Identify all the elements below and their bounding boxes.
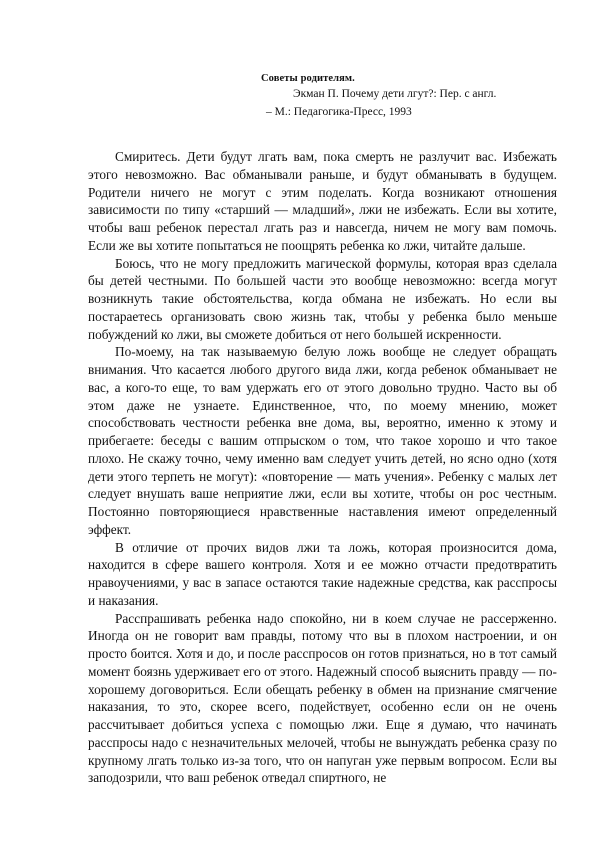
source-citation-line-2: – М.: Педагогика-Пресс, 1993	[266, 106, 412, 118]
document-title: Советы родителям.	[261, 73, 355, 84]
document-body	[88, 148, 557, 787]
paragraph: Смиритесь. Дети будут лгать вам, пока смерть не разлучит вас. Избежать этого невозможно. Вас обманывали раньше, и будут обманывать в будущем. Родители ничего не могут с этим поделать. Когда возникают отношения зависимости по типу «старший — младший», лжи не избежать. Если вы хотите, чтобы ваш ребенок перестал лгать раз и навсегда, ничем не могу вам помочь. Если же вы хотите попытаться не поощрять ребенка ко лжи, читайте дальше.	[88, 149, 557, 253]
paragraph: В отличие от прочих видов лжи та ложь, которая произносится дома, находится в сфере вашего контроля. Хотя и ее можно отчасти предотвратить нравоучениями, у вас в запасе остаются такие надежные средства, как расспросы и наказания.	[88, 539, 557, 608]
paragraph: Расспрашивать ребенка надо спокойно, ни в коем случае не рассерженно. Иногда он не говорит вам правды, потому что вы в плохом настроении, и он просто боится. Хотя и до, и после расспросов он готов признаться, но в тот самый момент боязнь удерживает его от этого. Надежный способ выяснить правду — по-хорошему договориться. Если обещать ребенку в обмен на признание смягчение наказания, то это, скорее всего, подействует, особенно если он не очень рассчитывает добиться успеха с помощью лжи. Еще я думаю, что начинать расспросы надо с незначительных мелочей, чтобы не вынуждать ребенка сразу по крупному лгать только из-за того, что он напуган уже первым вопросом. Если вы заподозрили, что ваш ребенок отведал спиртного, не	[88, 610, 557, 786]
paragraph: По-моему, на так называемую белую ложь вообще не следует обращать внимания. Что касается любого другого вида лжи, когда ребенок обманывает не вас, а кого-то еще, то вам удержать его от этого довольно трудно. Часто вы об этом даже не узнаете. Единственное, что, по моему мнению, может способствовать честности ребенка вне дома, вы, вероятно, именно к этому и прибегаете: беседы с вашим отпрыском о том, что такое хорошо и что такое плохо. Не скажу точно, чему именно вам следует учить детей, но ясно одно (хотя дети этого терпеть не могут): «повторение — мать учения». Ребенку с малых лет следует внушать ваше неприятие лжи, если вы хотите, чтобы он рос честным. Постоянно повторяющиеся нравственные наставления имеют определенный эффект.	[88, 344, 557, 537]
source-citation-line-1: Экман П. Почему дети лгут?: Пер. с англ.	[293, 88, 497, 100]
paragraph: Боюсь, что не могу предложить магической формулы, которая враз сделала бы детей честными. По большей части это вообще невозможно: всегда могут возникнуть такие обстоятельства, когда обмана не избежать. Но если вы постараетесь организовать свою жизнь так, чтобы у ребенка было меньше побуждений ко лжи, вы сможете добиться от него большей искренности.	[88, 255, 557, 342]
